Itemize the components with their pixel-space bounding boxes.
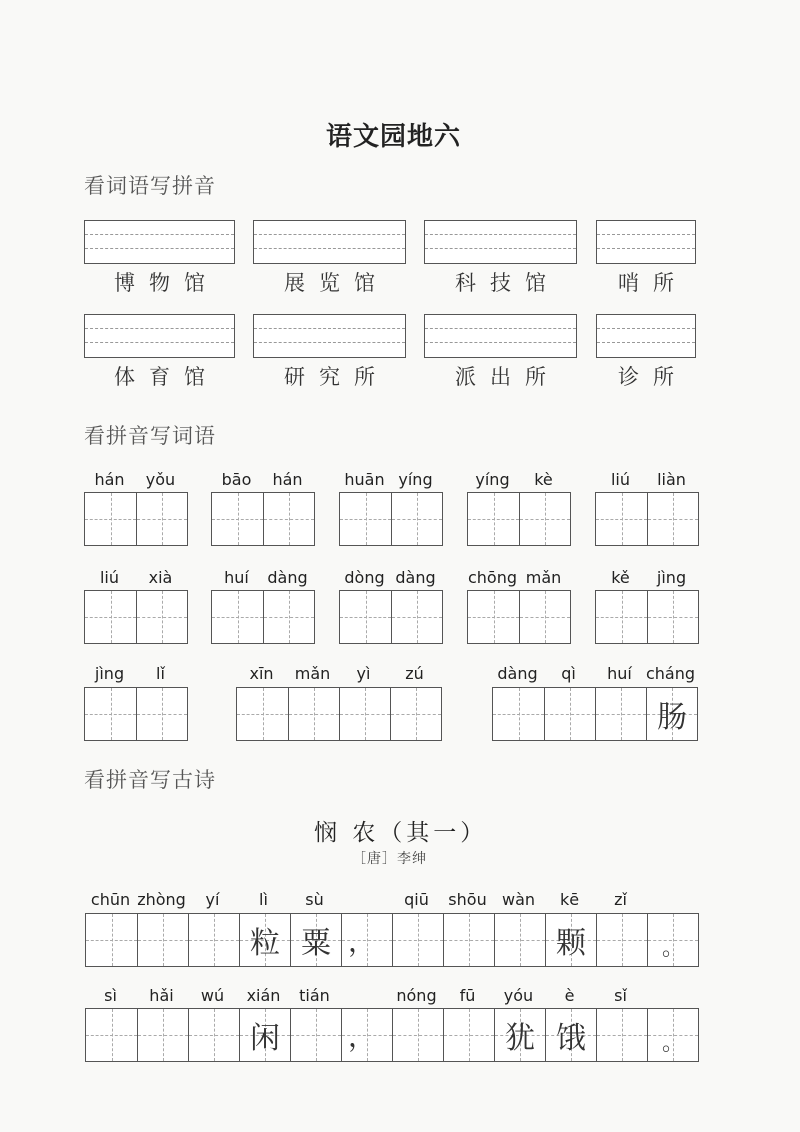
section-heading-write-words: 看拼音写词语 bbox=[84, 424, 216, 448]
section-heading-write-pinyin: 看词语写拼音 bbox=[84, 174, 216, 198]
word-label: 研究所 bbox=[284, 365, 389, 389]
pinyin-syllable: mǎn bbox=[294, 664, 331, 683]
character-cell[interactable] bbox=[263, 591, 314, 643]
poem-author: ［唐］李绅 bbox=[352, 851, 427, 867]
character-grid bbox=[211, 590, 315, 644]
pinyin-syllable: sù bbox=[305, 890, 324, 909]
pinyin-syllable: lì bbox=[259, 890, 268, 909]
character-cell[interactable] bbox=[647, 493, 698, 545]
prefilled-character: ， bbox=[348, 925, 377, 958]
pinyin-syllable: hán bbox=[272, 470, 303, 489]
character-cell[interactable] bbox=[596, 914, 647, 966]
pinyin-answer-box[interactable] bbox=[424, 220, 577, 264]
character-cell[interactable] bbox=[493, 688, 544, 740]
prefilled-character: 饿 bbox=[556, 1021, 586, 1056]
pinyin-syllable: huí bbox=[607, 664, 632, 683]
pinyin-syllable: jìng bbox=[94, 664, 125, 683]
character-cell[interactable] bbox=[188, 914, 239, 966]
pinyin-syllable: yì bbox=[356, 664, 371, 683]
character-cell[interactable] bbox=[392, 914, 443, 966]
pinyin-syllable: dàng bbox=[395, 568, 436, 587]
pinyin-syllable: xián bbox=[246, 986, 281, 1005]
pinyin-answer-box[interactable] bbox=[253, 220, 406, 264]
pinyin-answer-box[interactable] bbox=[253, 314, 406, 358]
prefilled-character: 肠 bbox=[657, 700, 687, 735]
character-cell[interactable] bbox=[136, 591, 187, 643]
character-cell[interactable] bbox=[340, 493, 391, 545]
pinyin-syllable: cháng bbox=[645, 664, 696, 683]
pinyin-syllable: yíng bbox=[398, 470, 433, 489]
pinyin-syllable: zhòng bbox=[137, 890, 186, 909]
word-label: 科技馆 bbox=[455, 271, 560, 295]
page-title: 语文园地六 bbox=[326, 122, 462, 152]
pinyin-syllable: tián bbox=[299, 986, 330, 1005]
pinyin-syllable: kè bbox=[534, 470, 553, 489]
character-cell[interactable] bbox=[519, 493, 570, 545]
pinyin-syllable: yǒu bbox=[145, 470, 176, 489]
pinyin-syllable: kě bbox=[611, 568, 630, 587]
character-grid bbox=[595, 492, 699, 546]
character-cell[interactable] bbox=[468, 493, 519, 545]
pinyin-syllable: fū bbox=[459, 986, 476, 1005]
pinyin-syllable: liú bbox=[610, 470, 631, 489]
character-cell[interactable] bbox=[85, 591, 136, 643]
character-grid bbox=[339, 590, 443, 644]
character-grid bbox=[211, 492, 315, 546]
pinyin-answer-box[interactable] bbox=[84, 314, 235, 358]
pinyin-syllable: zǐ bbox=[614, 890, 627, 909]
character-cell[interactable] bbox=[595, 688, 646, 740]
pinyin-syllable: è bbox=[564, 986, 575, 1005]
character-cell[interactable] bbox=[391, 493, 442, 545]
pinyin-syllable: liàn bbox=[657, 470, 686, 489]
character-grid bbox=[84, 687, 188, 741]
pinyin-syllable: chūn bbox=[90, 890, 131, 909]
pinyin-syllable: zú bbox=[405, 664, 424, 683]
character-grid bbox=[85, 1008, 699, 1062]
pinyin-syllable: sǐ bbox=[614, 986, 627, 1005]
poem-title: 悯 农（其一） bbox=[314, 820, 488, 846]
pinyin-syllable: yí bbox=[205, 890, 220, 909]
character-cell[interactable] bbox=[136, 493, 187, 545]
character-grid bbox=[84, 590, 188, 644]
character-cell[interactable] bbox=[339, 688, 390, 740]
character-cell[interactable] bbox=[290, 1009, 341, 1061]
character-cell[interactable] bbox=[288, 688, 339, 740]
word-label: 展览馆 bbox=[284, 271, 389, 295]
word-label: 哨所 bbox=[618, 271, 688, 295]
pinyin-syllable: xià bbox=[148, 568, 173, 587]
prefilled-character: 闲 bbox=[250, 1021, 280, 1056]
pinyin-syllable: sì bbox=[104, 986, 117, 1005]
pinyin-syllable: huān bbox=[344, 470, 385, 489]
pinyin-syllable: jìng bbox=[656, 568, 687, 587]
character-cell[interactable] bbox=[647, 914, 698, 966]
pinyin-answer-box[interactable] bbox=[596, 314, 696, 358]
character-cell[interactable] bbox=[545, 1009, 596, 1061]
character-cell[interactable] bbox=[86, 914, 137, 966]
character-cell[interactable] bbox=[443, 1009, 494, 1061]
character-cell[interactable] bbox=[468, 591, 519, 643]
character-cell[interactable] bbox=[212, 591, 263, 643]
prefilled-character: 。 bbox=[661, 1031, 684, 1056]
prefilled-character: ， bbox=[348, 1020, 377, 1053]
prefilled-character: 颗 bbox=[556, 926, 586, 961]
character-cell[interactable] bbox=[596, 1009, 647, 1061]
character-cell[interactable] bbox=[494, 1009, 545, 1061]
character-cell[interactable] bbox=[212, 493, 263, 545]
pinyin-syllable: dàng bbox=[497, 664, 538, 683]
prefilled-character: 粟 bbox=[301, 926, 331, 961]
character-cell[interactable] bbox=[443, 914, 494, 966]
pinyin-syllable: dòng bbox=[344, 568, 385, 587]
pinyin-syllable: wàn bbox=[501, 890, 536, 909]
character-cell[interactable] bbox=[85, 493, 136, 545]
character-grid bbox=[236, 687, 442, 741]
character-cell[interactable] bbox=[137, 914, 188, 966]
character-cell[interactable] bbox=[85, 688, 136, 740]
character-cell[interactable] bbox=[519, 591, 570, 643]
character-grid bbox=[492, 687, 698, 741]
word-label: 体育馆 bbox=[114, 365, 219, 389]
character-cell[interactable] bbox=[494, 914, 545, 966]
pinyin-syllable: yíng bbox=[475, 470, 510, 489]
prefilled-character: 。 bbox=[661, 936, 684, 961]
prefilled-character: 犹 bbox=[505, 1021, 535, 1056]
character-cell[interactable] bbox=[239, 914, 290, 966]
section-heading-write-poem: 看拼音写古诗 bbox=[84, 768, 216, 792]
character-cell[interactable] bbox=[647, 1009, 698, 1061]
prefilled-character: 粒 bbox=[250, 926, 280, 961]
word-label: 派出所 bbox=[455, 365, 560, 389]
character-cell[interactable] bbox=[391, 591, 442, 643]
character-cell[interactable] bbox=[545, 914, 596, 966]
pinyin-syllable: chōng bbox=[467, 568, 518, 587]
word-label: 博物馆 bbox=[114, 271, 219, 295]
pinyin-syllable: lǐ bbox=[156, 664, 165, 683]
pinyin-answer-box[interactable] bbox=[84, 220, 235, 264]
character-cell[interactable] bbox=[647, 591, 698, 643]
pinyin-syllable: qiū bbox=[404, 890, 429, 909]
pinyin-syllable: dàng bbox=[267, 568, 308, 587]
character-cell[interactable] bbox=[596, 591, 647, 643]
pinyin-syllable: qì bbox=[561, 664, 576, 683]
pinyin-syllable: nóng bbox=[396, 986, 437, 1005]
character-cell[interactable] bbox=[290, 914, 341, 966]
character-cell[interactable] bbox=[137, 1009, 188, 1061]
pinyin-syllable: hán bbox=[94, 470, 125, 489]
pinyin-syllable: huí bbox=[224, 568, 249, 587]
character-grid bbox=[595, 590, 699, 644]
character-cell[interactable] bbox=[646, 688, 697, 740]
pinyin-syllable: shōu bbox=[448, 890, 487, 909]
character-cell[interactable] bbox=[188, 1009, 239, 1061]
character-grid bbox=[84, 492, 188, 546]
pinyin-syllable: yóu bbox=[503, 986, 534, 1005]
character-grid bbox=[85, 913, 699, 967]
character-cell[interactable] bbox=[544, 688, 595, 740]
character-cell[interactable] bbox=[340, 591, 391, 643]
character-cell[interactable] bbox=[392, 1009, 443, 1061]
pinyin-answer-box[interactable] bbox=[596, 220, 696, 264]
character-grid bbox=[339, 492, 443, 546]
pinyin-syllable: kē bbox=[559, 890, 580, 909]
word-label: 诊所 bbox=[618, 365, 688, 389]
character-cell[interactable] bbox=[341, 914, 392, 966]
pinyin-answer-box[interactable] bbox=[424, 314, 577, 358]
pinyin-syllable: liú bbox=[99, 568, 120, 587]
pinyin-syllable: xīn bbox=[249, 664, 274, 683]
character-cell[interactable] bbox=[596, 493, 647, 545]
pinyin-syllable: bāo bbox=[221, 470, 252, 489]
character-cell[interactable] bbox=[239, 1009, 290, 1061]
character-grid bbox=[467, 492, 571, 546]
character-grid bbox=[467, 590, 571, 644]
pinyin-syllable: mǎn bbox=[525, 568, 562, 587]
character-cell[interactable] bbox=[86, 1009, 137, 1061]
pinyin-syllable: hǎi bbox=[149, 986, 174, 1005]
pinyin-syllable: wú bbox=[200, 986, 225, 1005]
character-cell[interactable] bbox=[237, 688, 288, 740]
character-cell[interactable] bbox=[263, 493, 314, 545]
character-cell[interactable] bbox=[136, 688, 187, 740]
character-cell[interactable] bbox=[341, 1009, 392, 1061]
character-cell[interactable] bbox=[390, 688, 441, 740]
